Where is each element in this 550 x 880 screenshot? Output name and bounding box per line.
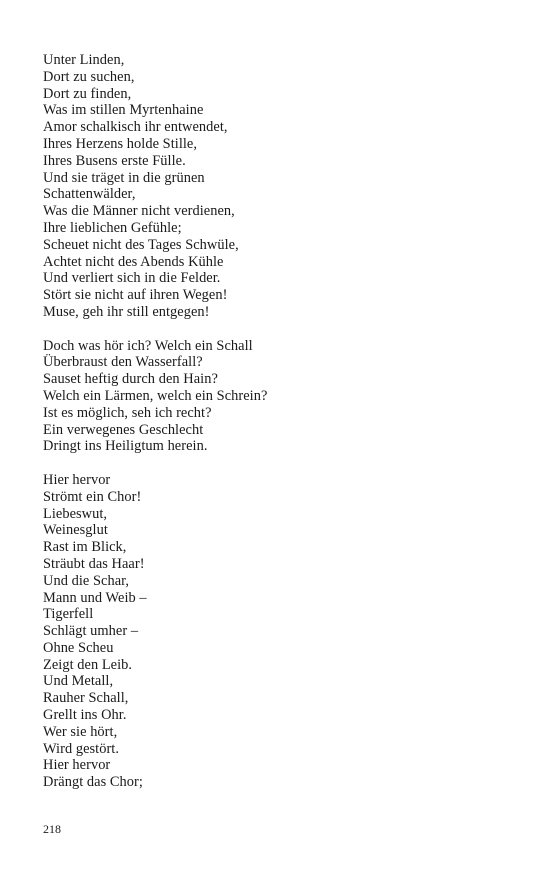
verse-line: Ihre lieblichen Gefühle;: [43, 219, 182, 236]
verse-line: Schattenwälder,: [43, 186, 136, 203]
verse-line: Ihres Busens erste Fülle.: [43, 152, 186, 169]
verse-line: Und verliert sich in die Felder.: [43, 270, 221, 287]
verse-line: Dort zu suchen,: [43, 68, 135, 85]
verse-line: Zeigt den Leib.: [43, 656, 133, 673]
verse-line: Schlägt umher –: [43, 623, 139, 640]
verse-line: Was im stillen Myrtenhaine: [43, 102, 204, 119]
verse-line: Muse, geh ihr still entgegen!: [43, 303, 210, 320]
verse-line: Achtet nicht des Abends Kühle: [43, 253, 224, 270]
verse-line: Sträubt das Haar!: [43, 555, 145, 572]
verse-line: Tigerfell: [43, 606, 94, 623]
verse-line: Überbraust den Wasserfall?: [43, 354, 203, 371]
verse-line: Stört sie nicht auf ihren Wegen!: [43, 287, 228, 304]
verse-line: Was die Männer nicht verdienen,: [43, 203, 235, 220]
stanza-1: [43, 52, 513, 321]
verse-line: Welch ein Lärmen, welch ein Schrein?: [43, 387, 268, 404]
verse-line: Und sie träget in die grünen: [43, 169, 205, 186]
page-number: 218: [43, 822, 61, 836]
poem-text: [43, 52, 513, 808]
verse-line: Dringt ins Heiligtum herein.: [43, 438, 208, 455]
verse-line: Grellt ins Ohr.: [43, 707, 127, 724]
verse-line: Ein verwegenes Geschlecht: [43, 421, 204, 438]
verse-line: Ist es möglich, seh ich recht?: [43, 404, 212, 421]
verse-line: Strömt ein Chor!: [43, 488, 142, 505]
verse-line: Hier hervor: [43, 471, 111, 488]
verse-line: Hier hervor: [43, 757, 111, 774]
verse-line: Ohne Scheu: [43, 639, 114, 656]
verse-line: Unter Linden,: [43, 52, 125, 68]
verse-line: Amor schalkisch ihr entwendet,: [43, 119, 228, 136]
verse-line: Scheuet nicht des Tages Schwüle,: [43, 236, 239, 253]
verse-line: Dort zu finden,: [43, 85, 132, 102]
verse-line: Weinesglut: [43, 522, 108, 539]
verse-line: Ihres Herzens holde Stille,: [43, 135, 198, 152]
verse-line: Doch was hör ich? Welch ein Schall: [43, 337, 253, 354]
verse-line: Mann und Weib –: [43, 589, 147, 606]
verse-line: Wird gestört.: [43, 740, 120, 757]
verse-line: Rast im Blick,: [43, 539, 127, 556]
verse-line: Und die Schar,: [43, 572, 130, 589]
verse-line: Wer sie hört,: [43, 723, 118, 740]
verse-line: Drängt das Chor;: [43, 774, 143, 791]
verse-line: Sauset heftig durch den Hain?: [43, 371, 218, 388]
verse-line: Liebeswut,: [43, 505, 108, 522]
stanza-2: [43, 338, 513, 456]
verse-line: Und Metall,: [43, 673, 114, 690]
verse-line: Rauher Schall,: [43, 690, 129, 707]
stanza-3: [43, 472, 513, 791]
